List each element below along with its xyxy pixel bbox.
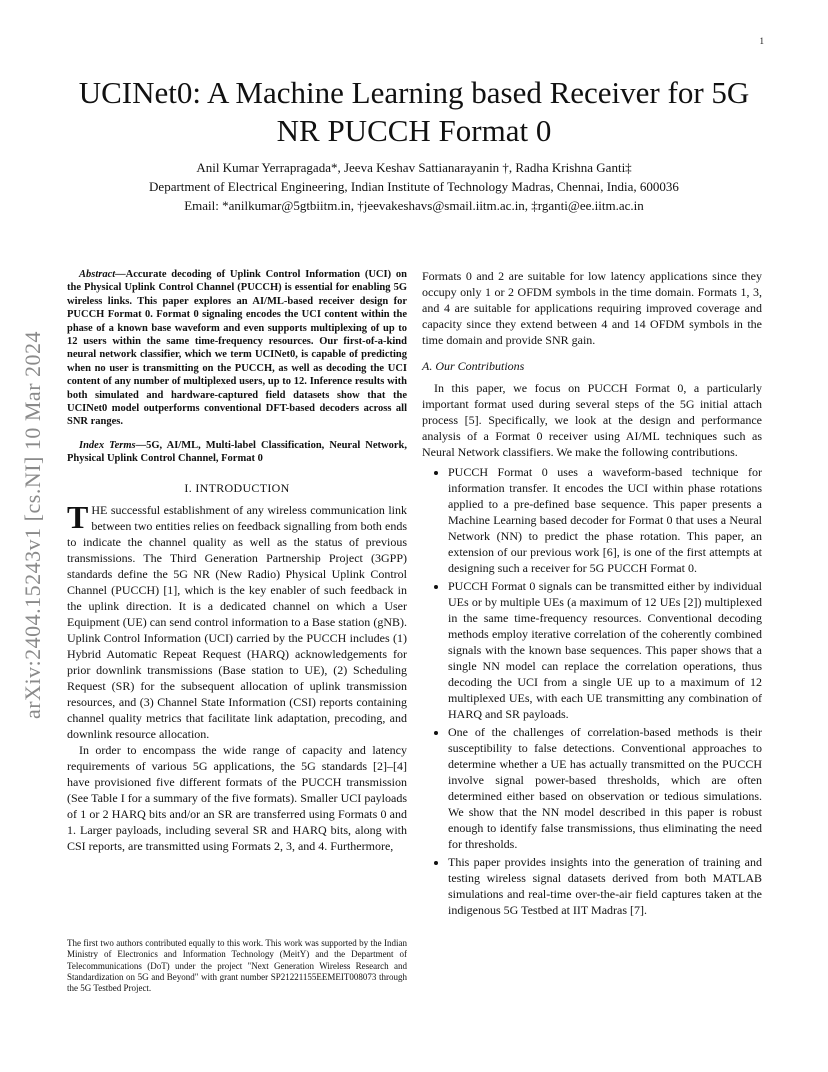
left-column [67, 268, 407, 854]
page-number: 1 [759, 36, 764, 46]
arxiv-identifier-text: arXiv:2404.15243v1 [cs.NI] 10 Mar 2024 [20, 330, 45, 720]
list-item: • One of the challenges of correlation-based methods is their susceptibility to false detections. Conventional approaches to determine whether a UE has actually transmitted on the PUCCH involve signal power-based thresholds, which are often determined either based on observation or tedious simulations. We show that the NN model described in this paper is robust enough to identify false transmissions, thus eliminating the need for thresholds. [448, 724, 762, 852]
paper-title: UCINet0: A Machine Learning based Receiver for 5G NR PUCCH Format 0 [78, 75, 750, 148]
index-terms [67, 439, 407, 466]
author-block [60, 158, 768, 215]
right-paragraph-1: Formats 0 and 2 are suitable for low latency applications since they occupy only 1 or 2 OFDM symbols in the time domain. Formats 1, 3, and 4 are suitable for applications requiring improved coverage and capacity since they extend between 4 and 14 OFDM symbols in the time domain and provide SNR gain. [422, 269, 762, 347]
drop-cap: T [67, 498, 89, 535]
list-item: • PUCCH Format 0 uses a waveform-based technique for information transfer. It encodes the UCI within phase rotations applied to a pre-defined base sequence. This paper presents a Machine Learning based decoder for Format 0 that uses a Neural Network (NN) to predict the phase rotation. This paper, an extension of our previous work [6], is one of the first attempts at designing such a receiver for 5G PUCCH Format 0. [448, 464, 762, 576]
abstract-label: Abstract [79, 269, 116, 280]
list-item: • PUCCH Format 0 signals can be transmitted either by individual UEs or by multiple UEs (a maximum of 12 UEs [2]) multiplexed in the same time-frequency resources. Conventional decoding methods employ iterative correlation of the coherently combined signals with the known base sequences. This paper shows that a single NN model can replace the correlation operations, thus decoding the UCI from a single UE up to a maximum of 12 multiplexed UEs, with each UE transmitting any combination of HARQ and SR payloads. [448, 578, 762, 722]
intro-paragraph-2: In order to encompass the wide range of capacity and latency requirements of various 5G applications, the 5G standards [2]–[4] have provisioned five different formats of the PUCCH transmission (See Table I for a summary of the five formats). Smaller UCI payloads of 1 or 2 HARQ bits and/or an SR are transferred using Formats 0 and 1. Larger payloads, including several SR and HARQ bits, along with CSI reports, are transmitted using Formats 2, 3, and 4. Furthermore, [67, 742, 407, 853]
intro-paragraph-1-text: HE successful establishment of any wireless communication link between two entities relies on feedback signalling from both ends to indicate the channel quality as well as the status of previous transmissions. The Third Generation Partnership Project (3GPP) standards define the 5G NR (New Radio) Physical Uplink Control Channel (PUCCH) [1], which is the key enabler of such feedback in the uplink direction. It is a dedicated channel on which a User Equipment (UE) can send control information to a Base station (gNB). Uplink Control Information (UCI) carried by the PUCCH includes (1) Hybrid Automatic Repeat Request (HARQ) acknowledgements for prior downlink transmissions (Base station to UE), (2) Scheduling Request (SR) for the subsequent allocation of uplink transmission resources, and (3) Channel State Information (CSI) reports containing channel quality metrics that facilitate link adaptation, precoding, and downlink resource allocation. [67, 502, 407, 741]
authors: Anil Kumar Yerrapragada*, Jeeva Keshav Sattianarayanin †, Radha Krishna Ganti‡ [196, 160, 632, 175]
right-paragraph-2: In this paper, we focus on PUCCH Format 0, a particularly important format used during several steps of the 5G initial attach process [5]. Specifically, we look at the design and performance analysis of a Format 0 receiver using AI/ML techniques such as Neural Network classifiers. We make the following contributions. [422, 381, 762, 459]
abstract [67, 268, 407, 429]
right-column [422, 268, 762, 920]
arxiv-identifier [2, 290, 64, 760]
email: Email: *anilkumar@5gtbiitm.in, †jeevakeshavs@smail.iitm.ac.in, ‡rganti@ee.iitm.ac.in [184, 198, 644, 213]
index-terms-text: —5G, AI/ML, Multi-label Classification, Neural Network, Physical Uplink Control Channel, Format 0 [67, 439, 407, 465]
affiliation: Department of Electrical Engineering, Indian Institute of Technology Madras, Chennai, India, 600036 [149, 179, 679, 194]
section-heading-introduction: I. INTRODUCTION [184, 480, 290, 495]
index-terms-label: Index Terms [79, 439, 136, 451]
abstract-text: —Accurate decoding of Uplink Control Information (UCI) on the Physical Uplink Control Channel (PUCCH) is essential for enabling 5G wireless links. This paper explores an AI/ML-based receiver design for PUCCH Format 0. Format 0 signaling encodes the UCI content within the phase of a known base waveform and even supports multiplexing of up to 12 users within the same time-frequency resources. Our first-of-a-kind neural network classifier, which we term UCINet0, is capable of predicting when no user is transmitting on the PUCCH, as well as decoding the UCI content of any number of multiplexed users, up to 12. Inference results with both simulated and hardware-captured field datasets show that the UCINet0 model outperforms conventional DFT-based decoders across all SNR ranges. [67, 269, 407, 428]
contributions-list [422, 464, 762, 918]
footnote: The first two authors contributed equally to this work. This work was supported by the Indian Ministry of Electronics and Information Technology (MeitY) and the Department of Telecommunications (DoT) under the project "Next Generation Wireless Research and Standardization on 5G and Beyond" with grant number SP21221155EEMEIT008073 through the 5G Testbed Project. [67, 938, 407, 994]
intro-paragraph-1 [67, 498, 407, 742]
subsection-heading-contributions: A. Our Contributions [422, 359, 525, 373]
list-item: • This paper provides insights into the generation of training and testing wireless signal datasets derived from both MATLAB simulations and real-time over-the-air field captures taken at the indigenous 5G Testbed at IIT Madras [7]. [448, 854, 762, 918]
